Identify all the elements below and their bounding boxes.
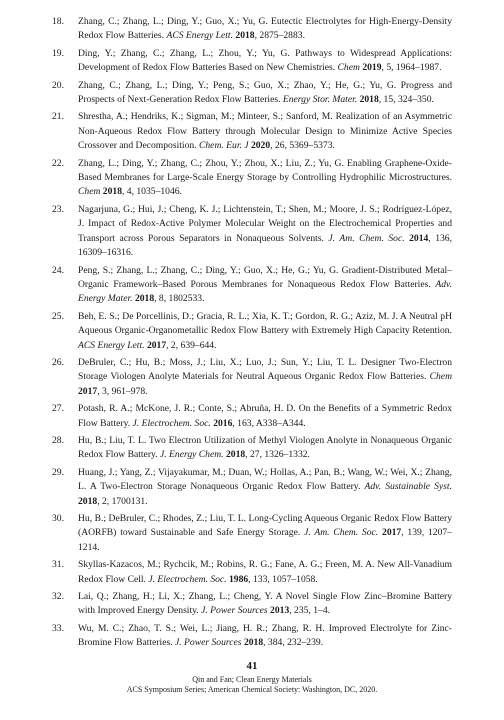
reference-year: 2016 xyxy=(213,417,233,429)
reference-journal: Adv. Sustainable Syst. xyxy=(364,481,452,493)
reference-number: 18. xyxy=(52,16,64,27)
reference-journal: Chem xyxy=(429,371,452,383)
reference-authors-title: DeBruler, C.; Hu, B.; Moss, J.; Liu, X.; Luo, J.; Sun, Y.; Liu, T. L. Designer Two-Electron Storage Viologen Anolyte Materials for Neutral Aqueous Organic Redox Flow Batteries. xyxy=(78,356,452,383)
reference-journal: Chem. Eur. J xyxy=(198,140,249,152)
reference-number: 23. xyxy=(52,203,64,215)
reference-number: 27. xyxy=(52,403,64,415)
reference-item xyxy=(52,402,452,431)
reference-number: 21. xyxy=(52,111,64,123)
reference-item xyxy=(52,15,452,44)
reference-authors-title: Peng, S.; Zhang, L.; Zhang, C.; Ding, Y.; Guo, X.; He, G.; Yu, G. Gradient-Distributed Metal–Organic Framework–Based Porous Membranes for Nonaqueous Redox Flow Batteries. xyxy=(78,264,452,290)
reference-volume-pages: , 2, 639–644. xyxy=(166,339,217,351)
reference-journal: Chem xyxy=(78,186,101,198)
reference-item xyxy=(52,622,452,651)
reference-volume-pages: , 384, 232–239. xyxy=(263,637,324,649)
reference-year: 2014 xyxy=(409,232,429,244)
reference-item xyxy=(52,434,452,463)
reference-authors-title: Potash, R. A.; McKone, J. R.; Conte, S.; Abruña, H. D. On the Benefits of a Symmetric Redox Flow Battery. xyxy=(78,403,452,429)
reference-journal: Chem xyxy=(337,62,360,74)
reference-text xyxy=(78,558,452,587)
reference-number: 26. xyxy=(52,356,64,368)
reference-authors-title: Ding, Y.; Zhang, C.; Zhang, L.; Zhou, Y.; Yu, G. Pathways to Widespread Applications: Development of Redox Flow Batteries Based on New Chemistries. xyxy=(78,47,452,74)
reference-list xyxy=(52,15,452,654)
reference-year: 2017 xyxy=(146,339,167,351)
reference-authors-title: Lai, Q.; Zhang, H.; Li, X.; Zhang, L.; Cheng, Y. A Novel Single Flow Zinc–Bromine Battery with Improved Energy Density. xyxy=(78,591,452,617)
reference-journal: J. Energy Chem. xyxy=(159,449,224,461)
reference-number: 19. xyxy=(52,47,64,59)
reference-year: 2013 xyxy=(270,605,290,617)
reference-authors-title: Hu, B.; Liu, T. L. Two Electron Utilization of Methyl Viologen Anolyte in Nonaqueous Organic Redox Flow Battery. xyxy=(78,434,452,461)
reference-text xyxy=(78,310,452,353)
reference-text xyxy=(78,622,452,651)
reference-volume-pages: , 5, 1964–1987. xyxy=(381,62,442,74)
reference-volume-pages: , 15, 324–350. xyxy=(378,94,434,106)
reference-authors-title: Nagarjuna, G.; Hui, J.; Cheng, K. J.; Lichtenstein, T.; Shen, M.; Moore, J. S.; Rodríguez-López, J. Impact of Redox-Active Polymer Molecular Weight on the Electrochemical Properties and Transport across Porous Separators in Nonaqueous Solvents. xyxy=(78,203,452,244)
reference-year: 2019 xyxy=(362,62,382,74)
reference-authors-title: Wu, M. C.; Zhao, T. S.; Wei, L.; Jiang, H. R.; Zhang, R. H. Improved Electrolyte for Zinc-Bromine Flow Batteries. xyxy=(78,622,452,649)
reference-text xyxy=(78,79,452,108)
reference-number: 22. xyxy=(52,157,64,169)
reference-journal: Energy Stor. Mater. xyxy=(282,94,358,106)
reference-journal: J. Electrochem. Soc. xyxy=(148,573,227,585)
reference-journal: J. Power Sources xyxy=(175,637,242,649)
reference-text xyxy=(78,466,452,509)
reference-authors-title: Shrestha, A.; Hendriks, K.; Sigman, M.; Minteer, S.; Sanford, M. Realization of an Asymmetric Non-Aqueous Redox Flow Battery through Molecular Design to Minimize Active Species Crossover and Decomposition. xyxy=(78,111,452,152)
reference-item xyxy=(52,157,452,200)
reference-authors-title: Zhang, C.; Zhang, L.; Ding, Y.; Guo, X.; Yu, G. Eutectic Electrolytes for High-Energy-Density Redox Flow Batteries. xyxy=(78,16,452,42)
reference-text xyxy=(78,402,452,431)
reference-authors-title: Hu, B.; DeBruler, C.; Rhodes, Z.; Liu, T. L. Long-Cycling Aqueous Organic Redox Flow Battery (AORFB) toward Sustainable and Safe Energy Storage. xyxy=(78,513,452,539)
reference-authors-title: Skyllas-Kazacos, M.; Rychcik, M.; Robins, R. G.; Fane, A. G.; Freen, M. A. New All-Vanadium Redox Flow Cell. xyxy=(78,559,452,585)
reference-volume-pages: , 136, 16309–16316. xyxy=(78,232,452,259)
reference-year: 2018 xyxy=(78,495,98,507)
reference-item xyxy=(52,79,452,108)
reference-year: 2018 xyxy=(235,30,255,42)
reference-volume-pages: , 235, 1–4. xyxy=(289,605,331,617)
reference-item xyxy=(52,558,452,587)
reference-number: 20. xyxy=(52,79,64,91)
reference-item xyxy=(52,47,452,76)
reference-volume-pages: , 2875–2883. xyxy=(254,30,305,42)
reference-journal: Adv. Energy Mater. xyxy=(78,278,452,305)
reference-item xyxy=(52,264,452,307)
footer-series: ACS Symposium Series; American Chemical Society: Washington, DC, 2020. xyxy=(126,685,378,694)
reference-journal: J. Am. Chem. Soc. xyxy=(328,232,405,244)
reference-journal: J. Electrochem. Soc. xyxy=(132,417,211,429)
reference-number: 25. xyxy=(52,310,64,322)
reference-year: 2017 xyxy=(382,527,402,539)
reference-volume-pages: , 2, 1700131. xyxy=(97,495,148,507)
reference-volume-pages: , 139, 1207–1214. xyxy=(78,527,452,553)
reference-number: 31. xyxy=(52,559,64,571)
reference-year: 2017 xyxy=(78,385,98,397)
reference-text xyxy=(78,356,452,399)
reference-text xyxy=(78,47,452,76)
reference-year: 2018 xyxy=(243,637,264,649)
reference-authors-title: Zhang, L.; Ding, Y.; Zhang, C.; Zhou, Y.; Zhou, X.; Liu, Z.; Yu, G. Enabling Graphene-Oxide-Based Membranes for Large-Scale Energy Storage by Controlling Hydrophilic Microstructures. xyxy=(78,157,452,184)
reference-year: 1986 xyxy=(229,573,249,585)
reference-text xyxy=(78,590,452,619)
reference-number: 29. xyxy=(52,466,64,478)
reference-text xyxy=(78,15,452,44)
reference-number: 30. xyxy=(52,513,64,524)
reference-authors-title: Beh, E. S.; De Porcellinis, D.; Gracia, R. L.; Xia, K. T.; Gordon, R. G.; Aziz, M. J. A Neutral pH Aqueous Organic-Organometallic Redox Flow Battery with Extremely High Capacity Retention. xyxy=(78,310,452,337)
reference-item xyxy=(52,512,452,555)
reference-item xyxy=(52,590,452,619)
footer-book-title: Qin and Fan; Clean Energy Materials xyxy=(192,675,312,684)
reference-year: 2020 xyxy=(250,140,271,152)
reference-number: 32. xyxy=(52,591,64,603)
reference-number: 33. xyxy=(52,622,64,634)
reference-text xyxy=(78,203,452,261)
reference-year: 2018 xyxy=(225,449,246,461)
reference-year: 2018 xyxy=(102,186,122,198)
reference-journal: ACS Energy Lett. xyxy=(166,30,233,42)
reference-volume-pages: , 4, 1035–1046. xyxy=(121,186,182,198)
reference-journal: ACS Energy Lett. xyxy=(78,339,145,351)
reference-item xyxy=(52,466,452,509)
reference-year: 2018 xyxy=(134,293,155,305)
reference-item xyxy=(52,356,452,399)
reference-authors-title: Zhang, C.; Zhang, L.; Ding, Y.; Peng, S.; Guo, X.; Zhao, Y.; He, G.; Yu, G. Progress and Prospects of Next-Generation Redox Flow Batteries. xyxy=(78,79,452,106)
reference-volume-pages: , 26, 5369–5373. xyxy=(270,140,335,152)
reference-volume-pages: , 133, 1057–1058. xyxy=(248,573,318,585)
reference-text xyxy=(78,434,452,463)
reference-volume-pages: , 3, 961–978. xyxy=(97,385,148,397)
reference-item xyxy=(52,110,452,153)
reference-item xyxy=(52,310,452,353)
reference-volume-pages: , 8, 1802533. xyxy=(154,293,205,305)
reference-text xyxy=(78,110,452,153)
reference-number: 28. xyxy=(52,434,64,446)
reference-volume-pages: , 163, A338–A344. xyxy=(232,417,306,429)
reference-journal: J. Power Sources xyxy=(201,605,268,617)
reference-text xyxy=(78,264,452,307)
reference-text xyxy=(78,157,452,200)
reference-item xyxy=(52,203,452,261)
reference-text xyxy=(78,512,452,555)
reference-number: 24. xyxy=(52,264,64,276)
reference-year: 2018 xyxy=(359,94,379,106)
reference-journal: J. Am. Chem. Soc. xyxy=(304,527,379,539)
reference-volume-pages: , 27, 1326–1332. xyxy=(245,449,310,461)
page-number: 41 xyxy=(246,660,258,672)
reference-authors-title: Huang, J.; Yang, Z.; Vijayakumar, M.; Duan, W.; Hollas, A.; Pan, B.; Wang, W.; Wei, X.; Zhang, L. A Two-Electron Storage Nonaqueous Organic Redox Flow Battery. xyxy=(78,466,452,493)
